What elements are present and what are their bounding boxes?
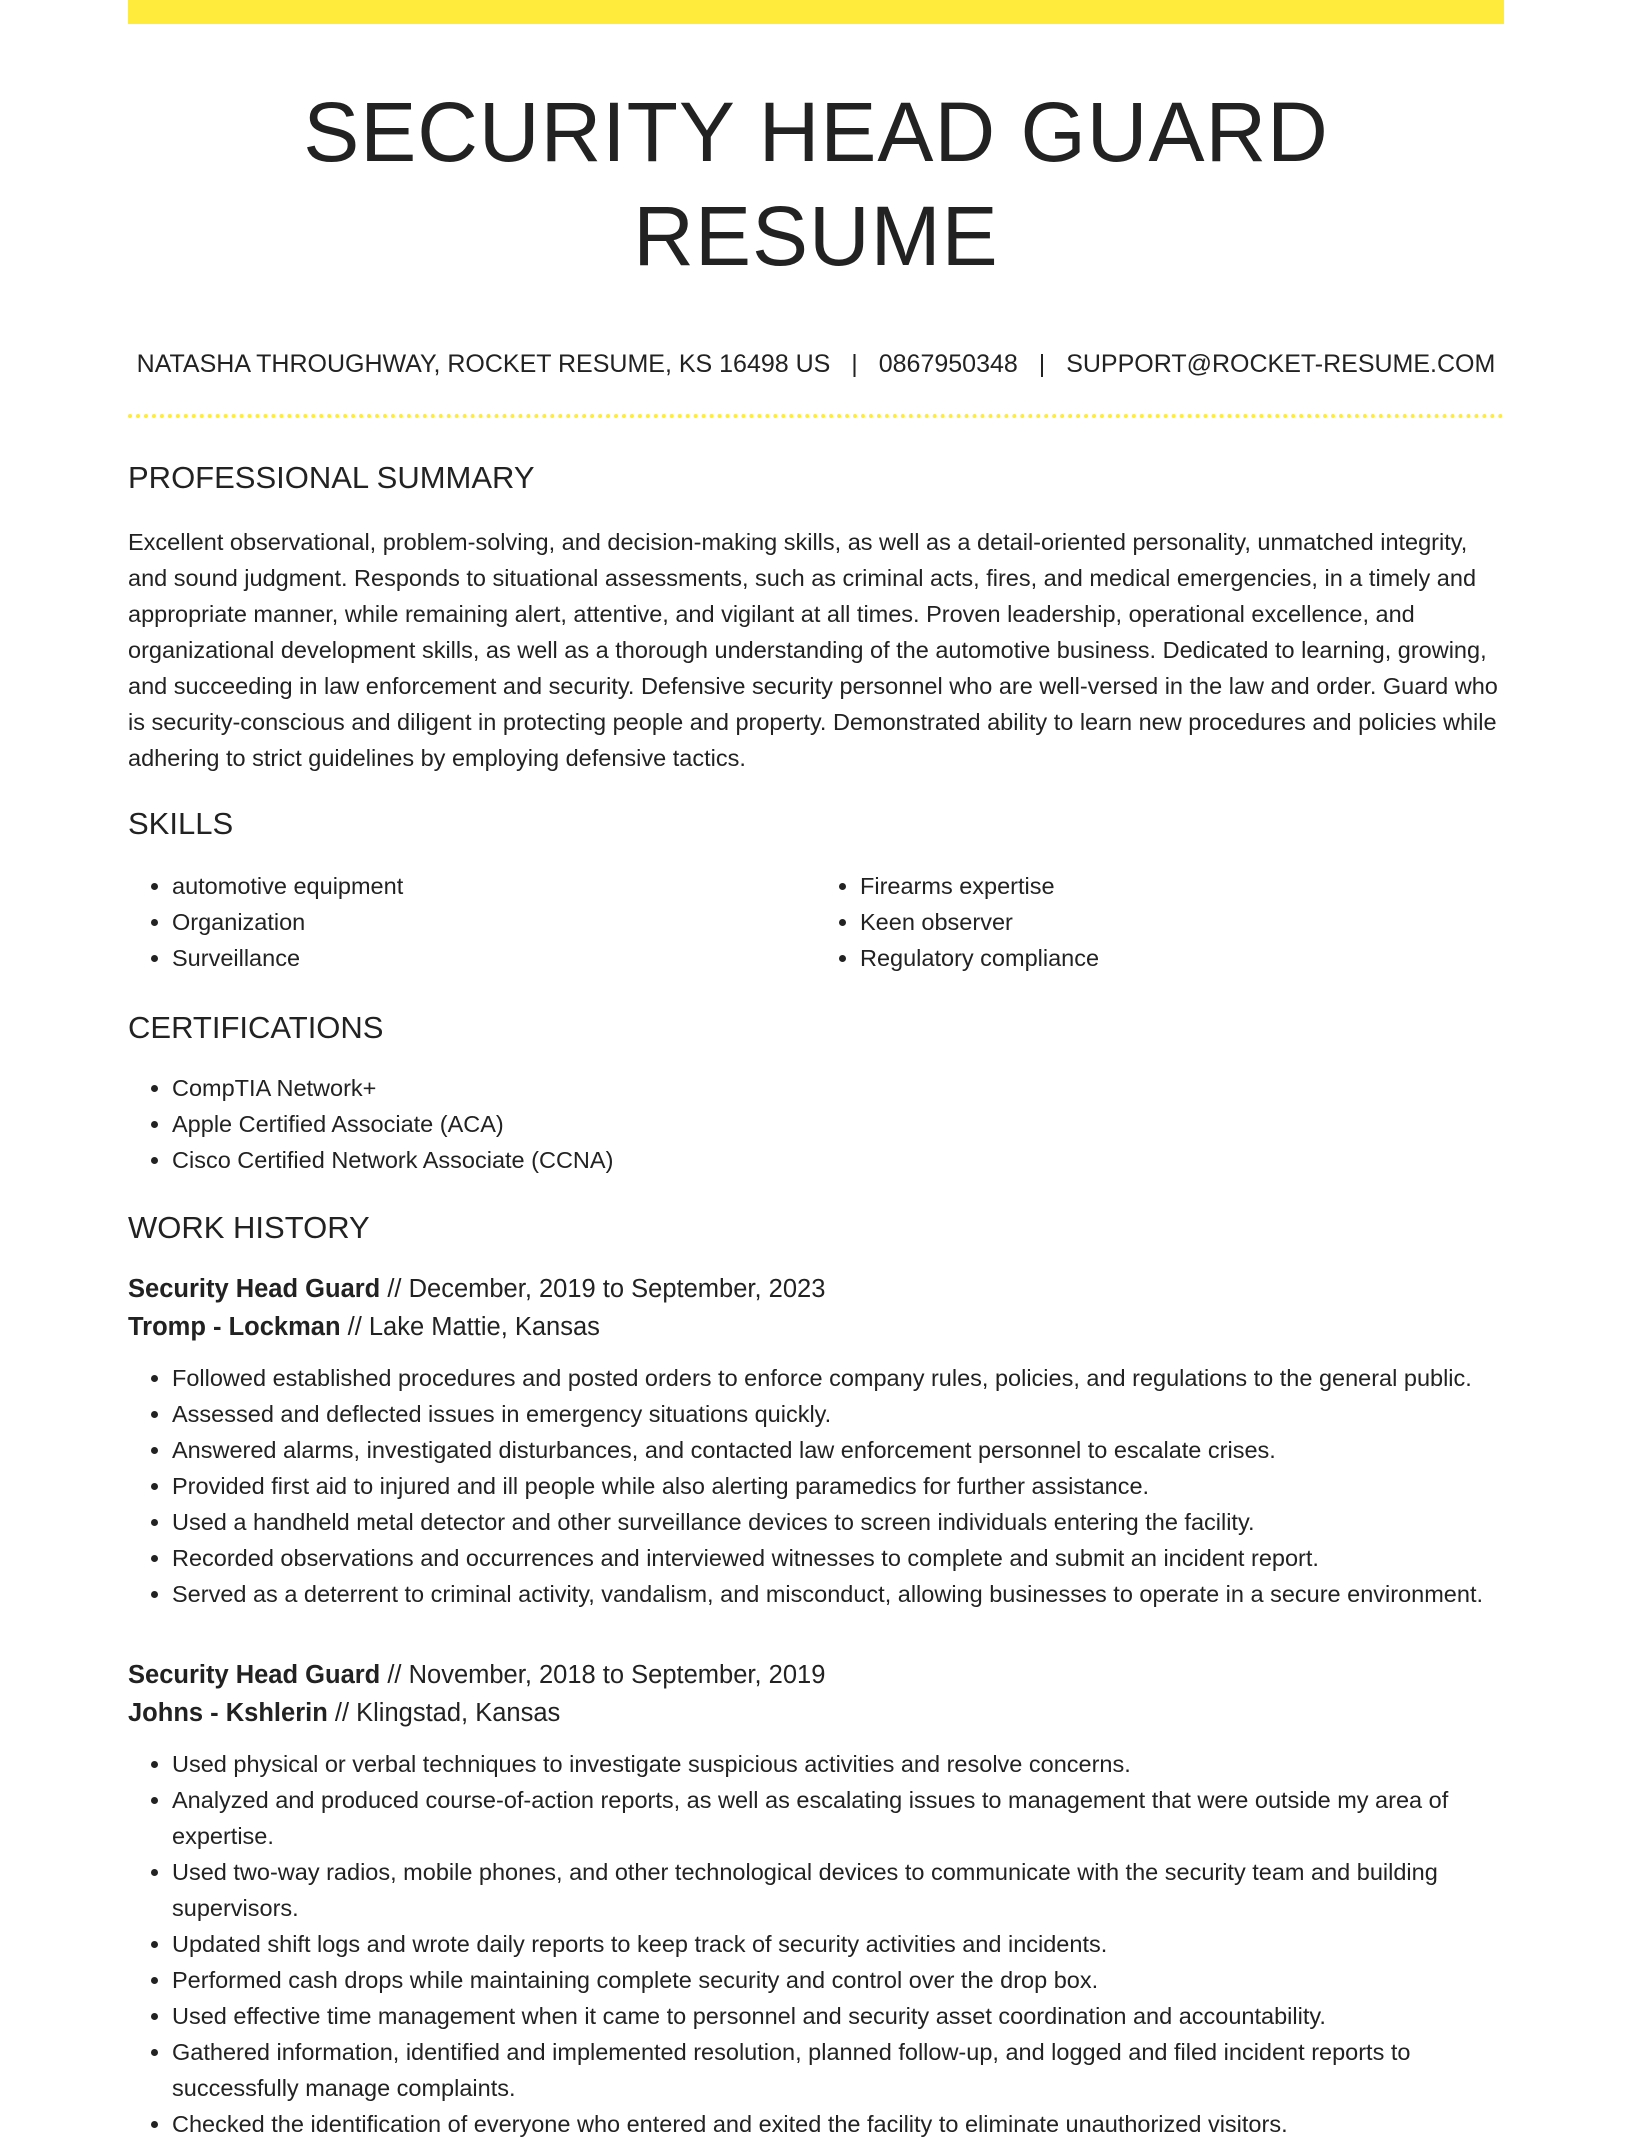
certification-item: • Apple Certified Associate (ACA) — [172, 1106, 1504, 1142]
job-dates: // December, 2019 to September, 2023 — [387, 1275, 826, 1303]
job-location: // Klingstad, Kansas — [334, 1699, 561, 1727]
job-duty: • Used two-way radios, mobile phones, and other technological devices to communicate with the security team and building supervisors. — [172, 1854, 1504, 1926]
skills-grid — [128, 868, 1504, 976]
job-duty: • Updated shift logs and wrote daily reports to keep track of security activities and incidents. — [172, 1926, 1504, 1962]
job-duties-list — [128, 1360, 1504, 1612]
skill-item: • Regulatory compliance — [860, 940, 1504, 976]
job-title: Security Head Guard — [128, 1661, 381, 1689]
skill-item: • Organization — [172, 904, 816, 940]
job-duty: • Checked the identification of everyone who entered and exited the facility to eliminate unauthorized visitors. — [172, 2106, 1504, 2142]
skills-heading: SKILLS — [128, 806, 234, 841]
top-accent-bar — [128, 0, 1504, 24]
certification-item: • CompTIA Network+ — [172, 1070, 1504, 1106]
skill-item: • Firearms expertise — [860, 868, 1504, 904]
skills-column-left — [128, 868, 816, 976]
job-company-line — [128, 1308, 1504, 1346]
job-duty: • Performed cash drops while maintaining complete security and control over the drop box. — [172, 1962, 1504, 1998]
job-duty: • Analyzed and produced course-of-action reports, as well as escalating issues to management that were outside my area of expertise. — [172, 1782, 1504, 1854]
job-duty: • Used physical or verbal techniques to investigate suspicious activities and resolve concerns. — [172, 1746, 1504, 1782]
job-dates: // November, 2018 to September, 2019 — [387, 1661, 826, 1689]
job-duty: • Served as a deterrent to criminal activity, vandalism, and misconduct, allowing businesses to operate in a secure environment. — [172, 1576, 1504, 1612]
job-duty: • Used a handheld metal detector and other surveillance devices to screen individuals entering the facility. — [172, 1504, 1504, 1540]
job-duty: • Recorded observations and occurrences and interviewed witnesses to complete and submit an incident report. — [172, 1540, 1504, 1576]
job-duty: • Gathered information, identified and implemented resolution, planned follow-up, and logged and filed incident reports to successfully manage complaints. — [172, 2034, 1504, 2106]
resume-title: SECURITY HEAD GUARD RESUME — [303, 85, 1329, 283]
summary-text: Excellent observational, problem-solving, and decision-making skills, as well as a detail-oriented personality, unmatched integrity, and sound judgment. Responds to situational assessments, such as criminal acts, fires, and medical emergencies, in a timely and appropriate manner, while remaining alert, attentive, and vigilant at all times. Proven leadership, operational excellence, and organizational development skills, as well as a thorough understanding of the automotive business. Dedicated to learning, growing, and succeeding in law enforcement and security. Defensive security personnel who are well-versed in the law and order. Guard who is security-conscious and diligent in protecting people and property. Demonstrated ability to learn new procedures and policies while adhering to strict guidelines by employing defensive tactics. — [128, 529, 1498, 771]
job-entry — [128, 1270, 1504, 1612]
job-title: Security Head Guard — [128, 1275, 381, 1303]
job-duty: • Answered alarms, investigated disturbances, and contacted law enforcement personnel to escalate crises. — [172, 1432, 1504, 1468]
header-divider — [128, 414, 1504, 418]
resume-content — [128, 24, 1504, 2142]
certification-item: • Cisco Certified Network Associate (CCNA) — [172, 1142, 1504, 1178]
job-company: Tromp - Lockman — [128, 1313, 341, 1341]
summary-heading: PROFESSIONAL SUMMARY — [128, 460, 535, 495]
job-duty: • Followed established procedures and posted orders to enforce company rules, policies, and regulations to the general public. — [172, 1360, 1504, 1396]
job-entry — [128, 1656, 1504, 2142]
job-duty: • Assessed and deflected issues in emergency situations quickly. — [172, 1396, 1504, 1432]
job-title-line — [128, 1270, 1504, 1308]
certifications-heading: CERTIFICATIONS — [128, 1010, 384, 1045]
contact-phone: 0867950348 — [878, 350, 1018, 378]
job-duties-list — [128, 1746, 1504, 2142]
contact-address: NATASHA THROUGHWAY, ROCKET RESUME, KS 16498 US — [136, 350, 831, 378]
contact-separator: | — [851, 350, 858, 378]
job-duty: • Used effective time management when it came to personnel and security asset coordination and accountability. — [172, 1998, 1504, 2034]
job-title-line — [128, 1656, 1504, 1694]
work-history-heading: WORK HISTORY — [128, 1210, 370, 1245]
job-company: Johns - Kshlerin — [128, 1699, 328, 1727]
contact-separator: | — [1038, 350, 1046, 378]
skill-item: • automotive equipment — [172, 868, 816, 904]
contact-line — [128, 348, 1504, 380]
job-duty: • Provided first aid to injured and ill people while also alerting paramedics for further assistance. — [172, 1468, 1504, 1504]
certifications-list — [128, 1070, 1504, 1178]
job-location: // Lake Mattie, Kansas — [347, 1313, 600, 1341]
skill-item: • Keen observer — [860, 904, 1504, 940]
contact-email: SUPPORT@ROCKET-RESUME.COM — [1066, 350, 1496, 378]
job-company-line — [128, 1694, 1504, 1732]
skill-item: • Surveillance — [172, 940, 816, 976]
skills-column-right — [816, 868, 1504, 976]
